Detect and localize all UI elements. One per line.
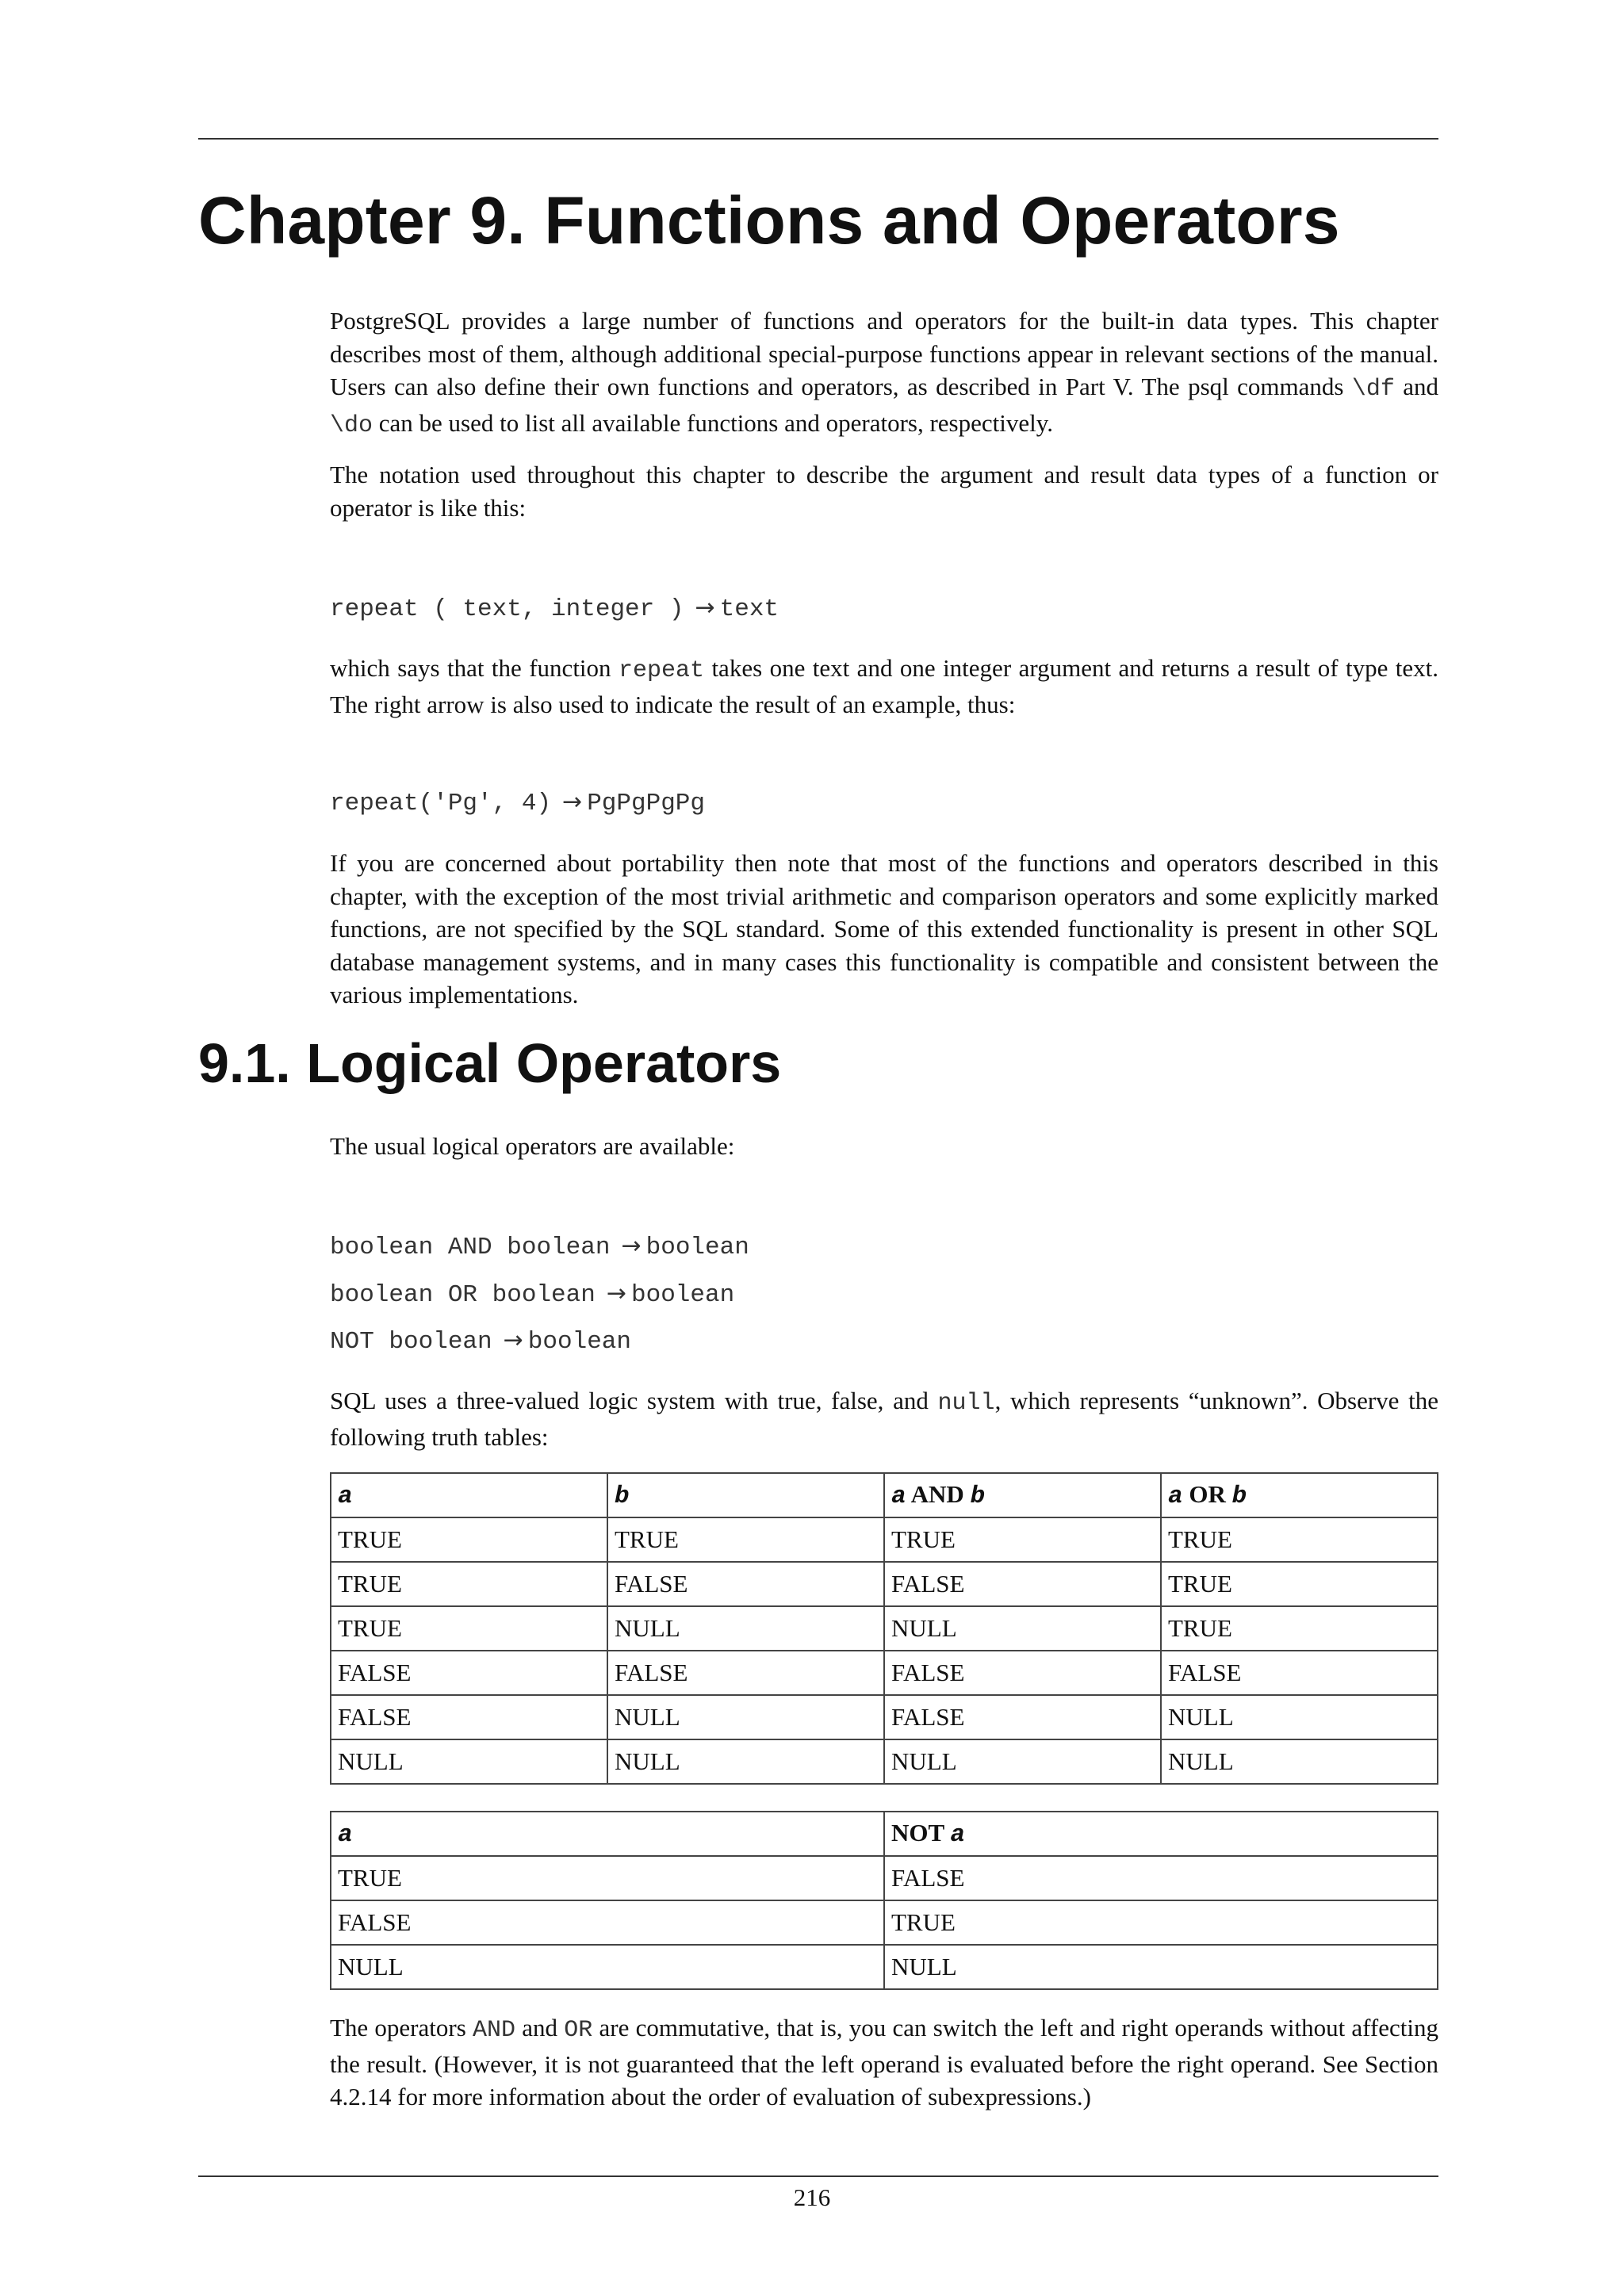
table-row <box>331 1856 1438 1900</box>
table-row <box>331 1900 1438 1945</box>
right-arrow-icon: → <box>695 594 715 622</box>
bottom-rule <box>198 2175 1438 2177</box>
table-row <box>331 1606 1438 1651</box>
top-rule <box>198 138 1438 140</box>
table-cell: TRUE <box>331 1856 884 1900</box>
truth-table-and-or <box>330 1472 1438 1785</box>
table-cell: FALSE <box>607 1651 884 1695</box>
inline-code-do: \do <box>330 411 373 439</box>
table-cell: TRUE <box>607 1517 884 1562</box>
table-cell: TRUE <box>331 1562 607 1606</box>
table-row <box>331 1517 1438 1562</box>
table-cell: FALSE <box>884 1651 1161 1695</box>
table-cell: FALSE <box>607 1562 884 1606</box>
header-a: a <box>331 1812 884 1856</box>
section-paragraph-3: The operators AND and OR are commutative, that is, you can switch the left and right operands without affecting the result. (However, it is not guaranteed that the left operand is evaluated before the right operand. See Section 4.2.14 for more information about the order of evaluation of subexpressions.) <box>330 2014 1438 2110</box>
header-a-and-b: a AND b <box>884 1473 1161 1517</box>
section-title: 9.1. Logical Operators <box>198 1032 782 1094</box>
table-header-row <box>331 1812 1438 1856</box>
table-header-row <box>331 1473 1438 1517</box>
intro-paragraph-2: The notation used throughout this chapter to describe the argument and result data types of a function or operator is like this: <box>330 461 1438 522</box>
header-b: b <box>607 1473 884 1517</box>
table-cell: FALSE <box>331 1651 607 1695</box>
intro-paragraph-4: If you are concerned about portability then note that most of the functions and operators described in this chapter, with the exception of the most trivial arithmetic and comparison operators and some explicitly marked functions, are not specified by the SQL standard. Some of this extended functionality is present in other SQL database management systems, and in many cases this functionality is compatible and consistent between the various implementations. <box>330 849 1438 1008</box>
truth-table-not <box>330 1811 1438 1990</box>
table-row <box>331 1945 1438 1989</box>
page-number: 216 <box>793 2183 831 2211</box>
intro-paragraph-1: PostgreSQL provides a large number of functions and operators for the built-in data types. This chapter describes most of them, although additional special-purpose functions appear in relevant sections of the manual. Users can also define their own functions and operators, as described in Part V. The psql commands \df and \do can be used to list all available functions and operators, respectively. <box>330 307 1439 439</box>
table-cell: TRUE <box>1161 1562 1438 1606</box>
table-row <box>331 1651 1438 1695</box>
table-cell: FALSE <box>1161 1651 1438 1695</box>
inline-code-or: OR <box>564 2017 593 2044</box>
right-arrow-icon: → <box>503 1326 523 1354</box>
table-cell: FALSE <box>884 1695 1161 1739</box>
right-arrow-icon: → <box>562 788 583 816</box>
section-paragraph-1: The usual logical operators are available: <box>330 1132 735 1160</box>
table-row <box>331 1695 1438 1739</box>
table-cell: NULL <box>1161 1739 1438 1784</box>
table-cell: NULL <box>331 1739 607 1784</box>
inline-code-repeat: repeat <box>618 657 705 684</box>
section-paragraph-2: SQL uses a three-valued logic system with true, false, and null, which represents “unknown”. Observe the following truth tables: <box>330 1387 1439 1451</box>
table-cell: TRUE <box>331 1606 607 1651</box>
table-cell: NULL <box>331 1945 884 1989</box>
table-cell: FALSE <box>884 1562 1161 1606</box>
code-not: NOT boolean → boolean <box>330 1326 632 1356</box>
table-row <box>331 1562 1438 1606</box>
intro-paragraph-3: which says that the function repeat takes one text and one integer argument and returns a result of type text. The right arrow is also used to indicate the result of an example, thus: <box>330 654 1439 718</box>
table-cell: NULL <box>1161 1695 1438 1739</box>
table-cell: TRUE <box>331 1517 607 1562</box>
table-cell: TRUE <box>1161 1517 1438 1562</box>
table-cell: NULL <box>607 1606 884 1651</box>
table-cell: NULL <box>607 1695 884 1739</box>
inline-code-df: \df <box>1351 376 1395 403</box>
table-cell: NULL <box>884 1606 1161 1651</box>
table-cell: TRUE <box>1161 1606 1438 1651</box>
inline-code-null: null <box>937 1390 995 1417</box>
table-cell: FALSE <box>884 1856 1438 1900</box>
right-arrow-icon: → <box>621 1232 642 1260</box>
table-row <box>331 1739 1438 1784</box>
table-cell: TRUE <box>884 1517 1161 1562</box>
header-not-a: NOT a <box>884 1812 1438 1856</box>
table-cell: NULL <box>607 1739 884 1784</box>
table-cell: TRUE <box>884 1900 1438 1945</box>
table-cell: NULL <box>884 1739 1161 1784</box>
header-a: a <box>331 1473 607 1517</box>
table-cell: NULL <box>884 1945 1438 1989</box>
header-a-or-b: a OR b <box>1161 1473 1438 1517</box>
table-cell: FALSE <box>331 1695 607 1739</box>
code-example-repeat: repeat('Pg', 4) → PgPgPgPg <box>330 788 706 817</box>
code-and: boolean AND boolean → boolean <box>330 1232 749 1261</box>
right-arrow-icon: → <box>606 1280 626 1307</box>
chapter-title: Chapter 9. Functions and Operators <box>198 183 1340 258</box>
code-or: boolean OR boolean → boolean <box>330 1280 735 1309</box>
code-signature-repeat: repeat ( text, integer ) → text <box>330 594 779 623</box>
table-cell: FALSE <box>331 1900 884 1945</box>
inline-code-and: AND <box>473 2017 516 2044</box>
